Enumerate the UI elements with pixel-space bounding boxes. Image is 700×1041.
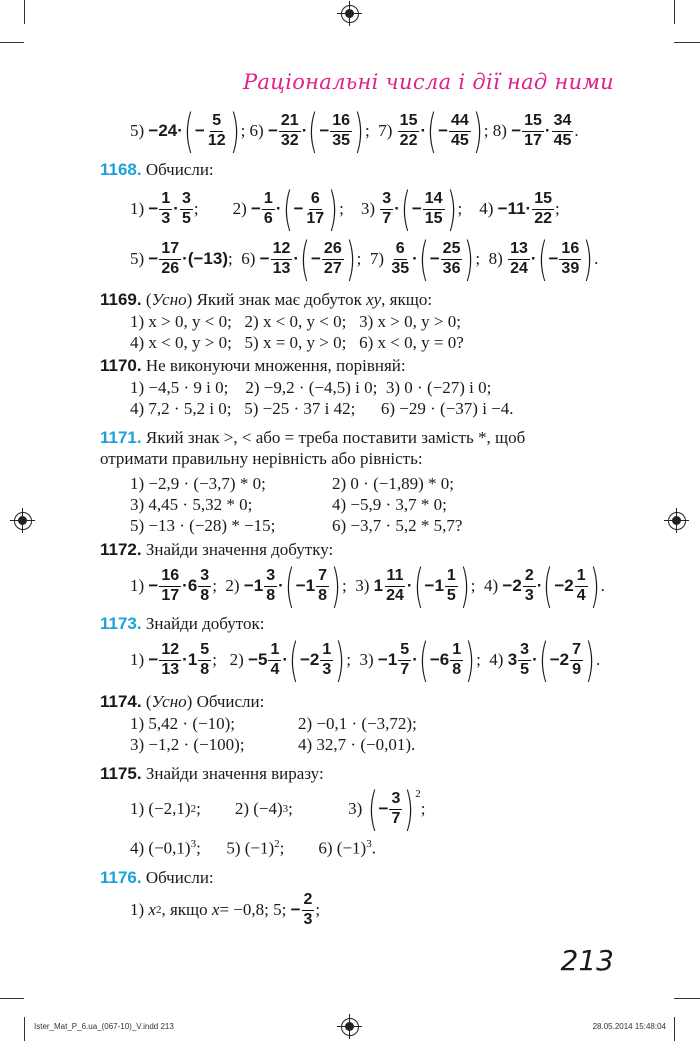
problem-1169-row-2: 4) x < 0, y > 0; 5) x = 0, y > 0; 6) x < 0, y = 0? xyxy=(130,333,464,352)
problem-1170-row-2: 4) 7,2 · 5,2 і 0; 5) −25 · 37 і 42; 6) −29 · (−37) і −4. xyxy=(130,399,514,418)
problem-1171-item: 4) −5,9 · 3,7 * 0; xyxy=(332,495,447,514)
crop-mark xyxy=(674,998,700,999)
problem-1171-heading-cont: отримати правильну нерівність або рівність: xyxy=(100,449,423,468)
problem-1171-heading: 1171. Який знак >, < або = треба поставити замість *, щоб xyxy=(100,428,526,447)
registration-mark-icon xyxy=(668,512,686,530)
problem-1175-row-1: 1) (−2,1) 2 ; 2) (−4) 3 ; 3) ( − $\frac{3}{7}$ ) $^2$ ; xyxy=(130,782,426,836)
problem-1174-item: 3) −1,2 · (−100); xyxy=(130,735,245,754)
problem-1171-item: 2) 0 · (−1,89) * 0; xyxy=(332,474,454,493)
registration-mark-icon xyxy=(341,5,359,23)
problem-1171-item: 6) −3,7 · 5,2 * 5,7? xyxy=(332,516,463,535)
problem-1174-item: 1) 5,42 · (−10); xyxy=(130,714,235,733)
problem-1174-item: 2) −0,1 · (−3,72); xyxy=(298,714,417,733)
problem-1171-item: 3) 4,45 · 5,32 * 0; xyxy=(130,495,253,514)
problem-1173-heading: 1173. Знайди добуток: xyxy=(100,614,265,633)
page-number: 213 xyxy=(560,944,614,977)
footer-timestamp: 28.05.2014 15:48:04 xyxy=(592,1022,666,1031)
crop-mark xyxy=(674,1017,675,1041)
problem-1171-item: 5) −13 · (−28) * −15; xyxy=(130,516,276,535)
crop-mark xyxy=(674,42,700,43)
problem-1176-row: 1) x 2 , якщо x = −0,8; 5; − $\frac{2}{3}$ ; xyxy=(130,891,321,928)
registration-mark-icon xyxy=(14,512,32,530)
problem-1168-heading: 1168. Обчисли: xyxy=(100,160,214,179)
registration-mark-icon xyxy=(341,1018,359,1036)
problem-1170-row-1: 1) −4,5 · 9 і 0; 2) −9,2 · (−4,5) і 0; 3) 0 · (−27) і 0; xyxy=(130,378,492,397)
crop-mark xyxy=(674,0,675,24)
problem-1170-heading: 1170. Не виконуючи множення, порівняй: xyxy=(100,356,406,375)
problem-line-1167-b: 5) −24· ( − $\frac{5}{12}$ ) ; 6) − $\frac{21}{32}$ · ( − $\frac{16}{35}$ ) ; 7) $\frac{15}{22}$ · ( − $\frac{44}{45}$ ) ; 8) − $\frac{15}{17}$ · $\frac{34}{45}$ . xyxy=(130,104,579,158)
problem-1169-row-1: 1) x > 0, y < 0; 2) x < 0, y < 0; 3) x > 0, y > 0; xyxy=(130,312,461,331)
problem-1172-heading: 1172. Знайди значення добутку: xyxy=(100,540,334,559)
problem-1176-heading: 1176. Обчисли: xyxy=(100,868,214,887)
problem-1171-item: 1) −2,9 · (−3,7) * 0; xyxy=(130,474,266,493)
footer-file-info: Ister_Mat_P_6.ua_(067-10)_V.indd 213 xyxy=(34,1022,174,1031)
problem-1172-row: 1) − $\frac{16}{17}$ ·6 $\frac{3}{8}$ ; 2) −1 $\frac{3}{8}$ · ( −1 $\frac{7}{8}$ ) ; 3) 1 $\frac{11}{24}$ · ( −1 $\frac{1}{5}$ ) ; 4) −2 $\frac{2}{3}$ · ( −2 $\frac{1}{4}$ ) . xyxy=(130,559,605,613)
crop-mark xyxy=(0,998,24,999)
problem-1174-item: 4) 32,7 · (−0,01). xyxy=(298,735,416,754)
problem-1174-heading: 1174. (Усно) Обчисли: xyxy=(100,692,265,711)
problem-1173-row: 1) − $\frac{12}{13}$ ·1 $\frac{5}{8}$ ; 2) −5 $\frac{1}{4}$ · ( −2 $\frac{1}{3}$ ) ; 3) −1 $\frac{5}{7}$ · ( −6 $\frac{1}{8}$ ) ; 4) 3 $\frac{3}{5}$ · ( −2 $\frac{7}{9}$ ) . xyxy=(130,633,601,687)
problem-1169-heading: 1169. (Усно) Який знак має добуток xy, якщо: xyxy=(100,290,433,309)
problem-1175-row-2: 4) $(-0,1)^3$; 5) $(-1)^2$; 6) $(-1)^3$. xyxy=(130,838,376,858)
crop-mark xyxy=(0,42,24,43)
problem-1168-row-2: 5) − $\frac{17}{26}$ ·(−13) ; 6) − $\frac{12}{13}$ · ( − $\frac{26}{27}$ ) ; 7) $\frac{6}{35}$ · ( − $\frac{25}{36}$ ) ; 8) $\frac{13}{24}$ · ( − $\frac{16}{39}$ ) . xyxy=(130,232,599,286)
chapter-header: Раціональні числа і дії над ними xyxy=(243,70,614,94)
problem-1175-heading: 1175. Знайди значення виразу: xyxy=(100,764,324,783)
problem-1168-row-1: 1) − $\frac{1}{3}$ · $\frac{3}{5}$ ; 2) − $\frac{1}{6}$ · ( − $\frac{6}{17}$ ) ; 3) $\frac{3}{7}$ · ( − $\frac{14}{15}$ ) ; 4) −11· $\frac{15}{22}$ ; xyxy=(130,182,560,236)
crop-mark xyxy=(24,0,25,24)
crop-mark xyxy=(24,1017,25,1041)
